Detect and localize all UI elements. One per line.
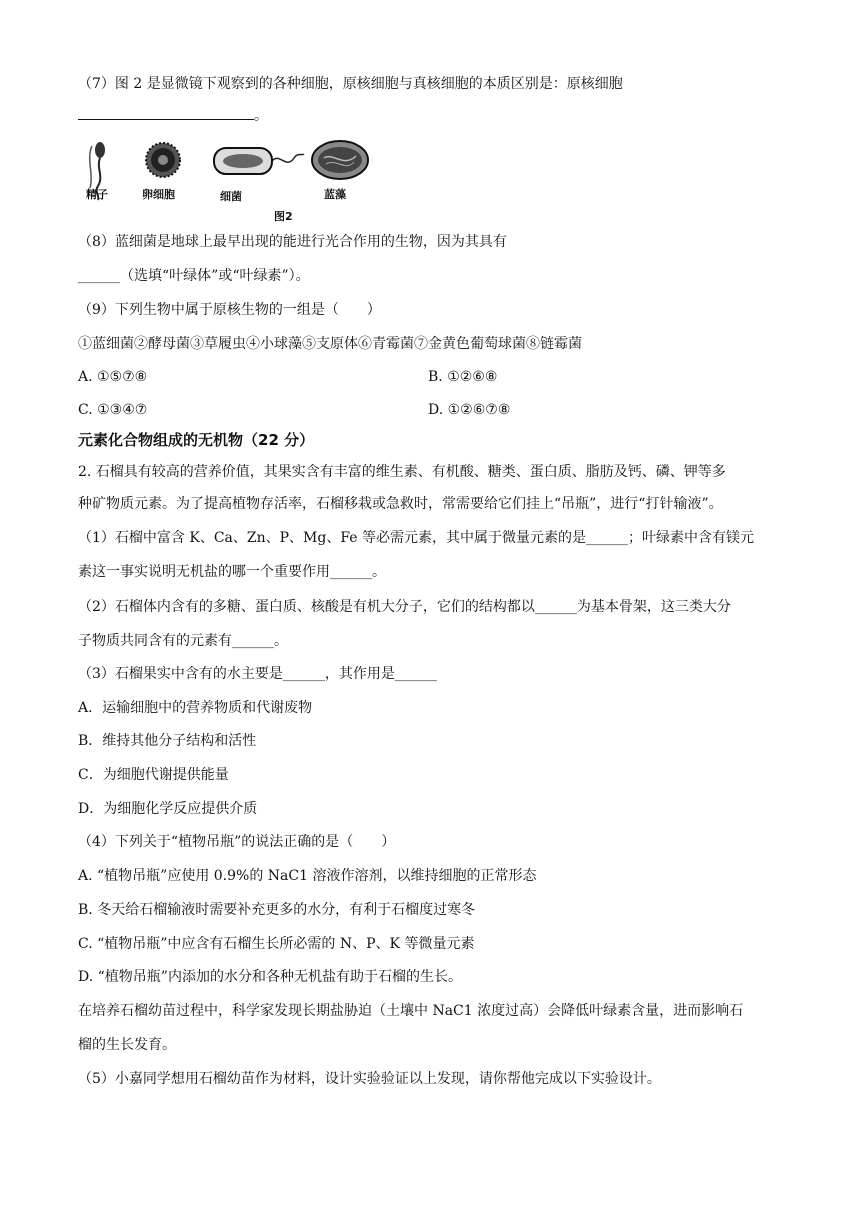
q9-option-a: A. ①⑤⑦⑧ bbox=[78, 369, 148, 385]
q2-sub3-option-d: D．为细胞化学反应提供介质 bbox=[78, 801, 258, 817]
caption-cyanobacteria: 蓝藻 bbox=[324, 188, 346, 201]
q2-sub2-line1: （2）石榴体内含有的多糖、蛋白质、核酸是有机大分子，它们的结构都以______为基本骨架，这三类大分 bbox=[78, 599, 731, 615]
caption-egg-cell: 卵细胞 bbox=[142, 188, 175, 201]
q2-sub5: （5）小嘉同学想用石榴幼苗作为材料，设计实验验证以上发现，请你帮他完成以下实验设计。 bbox=[78, 1071, 661, 1087]
q2-intro-line2: 种矿物质元素。为了提高植物存活率，石榴移栽或急救时，常需要给它们挂上“吊瓶”，进行“打针输液”。 bbox=[78, 496, 723, 512]
q2-sub2-line2: 子物质共同含有的元素有______。 bbox=[78, 633, 288, 649]
figure-2 bbox=[78, 138, 378, 222]
q2-sub4-stem: （4）下列关于“植物吊瓶”的说法正确的是（ ） bbox=[78, 834, 396, 850]
q7-line2-end: 。 bbox=[254, 108, 268, 124]
figure-label: 图2 bbox=[274, 210, 293, 223]
q7-line2 bbox=[78, 106, 268, 126]
section-title: 元素化合物组成的无机物（22 分） bbox=[78, 431, 315, 449]
q9-option-d: D. ①②⑥⑦⑧ bbox=[428, 402, 511, 418]
q2-sub3-stem: （3）石榴果实中含有的水主要是______，其作用是______ bbox=[78, 666, 437, 682]
q8-line1: （8）蓝细菌是地球上最早出现的能进行光合作用的生物，因为其具有 bbox=[78, 234, 507, 250]
q7-line1: （7）图 2 是显微镜下观察到的各种细胞，原核细胞与真核细胞的本质区别是：原核细胞 bbox=[78, 76, 623, 92]
q2-sub3-option-b: B．维持其他分子结构和活性 bbox=[78, 733, 257, 749]
q2-intro-line1: 2. 石榴具有较高的营养价值，其果实含有丰富的维生素、有机酸、糖类、蛋白质、脂肪及钙、磷、钾等多 bbox=[78, 464, 726, 480]
bacterium-icon bbox=[214, 148, 304, 174]
q2-paragraph-line1: 在培养石榴幼苗过程中，科学家发现长期盐胁迫（土壤中 NaC1 浓度过高）会降低叶绿素含量，进而影响石 bbox=[78, 1003, 744, 1019]
q2-sub1-line1: （1）石榴中富含 K、Ca、Zn、P、Mg、Fe 等必需元素，其中属于微量元素的是______；叶绿素中含有镁元 bbox=[78, 530, 755, 546]
q9-option-c: C. ①③④⑦ bbox=[78, 402, 148, 418]
caption-bacterium: 细菌 bbox=[220, 190, 242, 203]
q2-sub4-option-b: B. 冬天给石榴输液时需要补充更多的水分，有利于石榴度过寒冬 bbox=[78, 902, 476, 918]
q9-option-b: B. ①②⑥⑧ bbox=[428, 369, 498, 385]
q2-sub1-line2: 素这一事实说明无机盐的哪一个重要作用______。 bbox=[78, 564, 386, 580]
q9-items: ①蓝细菌②酵母菌③草履虫④小球藻⑤支原体⑥青霉菌⑦金黄色葡萄球菌⑧链霉菌 bbox=[78, 336, 582, 352]
q9-stem: （9）下列生物中属于原核生物的一组是（ ） bbox=[78, 302, 381, 318]
q2-sub3-option-a: A．运输细胞中的营养物质和代谢废物 bbox=[78, 700, 313, 716]
q2-paragraph-line2: 榴的生长发育。 bbox=[78, 1037, 176, 1053]
q2-sub4-option-c: C. “植物吊瓶”中应含有石榴生长所必需的 N、P、K 等微量元素 bbox=[78, 936, 475, 952]
q2-sub3-option-c: C．为细胞代谢提供能量 bbox=[78, 767, 229, 783]
cells-illustration bbox=[78, 138, 378, 222]
q2-sub4-option-d: D. “植物吊瓶”内添加的水分和各种无机盐有助于石榴的生长。 bbox=[78, 969, 462, 985]
caption-sperm: 精子 bbox=[86, 188, 108, 201]
cyanobacteria-icon bbox=[312, 141, 368, 179]
egg-cell-icon bbox=[146, 143, 180, 177]
q2-sub4-option-a: A. “植物吊瓶”应使用 0.9%的 NaC1 溶液作溶剂，以维持细胞的正常形态 bbox=[78, 868, 537, 884]
q8-line2: ______（选填“叶绿体”或“叶绿素”）。 bbox=[78, 268, 310, 284]
answer-blank bbox=[78, 107, 254, 120]
